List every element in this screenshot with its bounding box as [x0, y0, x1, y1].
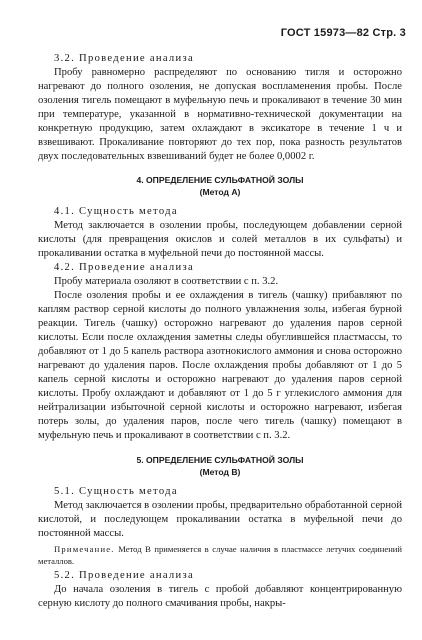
subsection-heading-5-2: 5.2. Проведение анализа	[54, 570, 194, 581]
paragraph-5-1: Метод заключается в озолении пробы, предварительно обработанной серной кислотой, и последующем прокаливании остатка в муфельной печи до постоянной массы.	[38, 500, 402, 539]
paragraph-3-2: Пробу равномерно распределяют по основанию тигля и осторожно нагревают до полного озоления, не допуская воспламенения пробы. После озоления тигель помещают в муфельную печь и прокаливают в течение 30 мин при температуре, указанной в нормативно-технической документации на конкретную продукцию, затем охлаждают в эксикаторе в течение 1 ч и взвешивают. Прокаливание повторяют до тех пор, пока разность результатов двух последовательных взвешиваний будет не более 0,0002 г.	[38, 67, 402, 162]
section-title-4: 4. ОПРЕДЕЛЕНИЕ СУЛЬФАТНОЙ ЗОЛЫ	[136, 175, 304, 185]
document-body	[38, 52, 402, 611]
subsection-heading-4-2: 4.2. Проведение анализа	[54, 262, 194, 273]
note-text: Метод В применяется в случае наличия в пластмассе летучих соединений металлов.	[38, 544, 402, 566]
note	[38, 543, 402, 567]
section-title-5: 5. ОПРЕДЕЛЕНИЕ СУЛЬФАТНОЙ ЗОЛЫ	[136, 455, 304, 465]
note-label: Примечание.	[54, 544, 115, 554]
subsection-heading-5-1: 5.1. Сущность метода	[54, 486, 178, 497]
paragraph-5-2: До начала озоления в тигель с пробой добавляют концентрированную серную кислоту до полного смачивания пробы, накры-	[38, 584, 402, 609]
subsection-heading-4-1: 4.1. Сущность метода	[54, 206, 178, 217]
subsection-heading-3-2: 3.2. Проведение анализа	[54, 53, 194, 64]
gost-number: ГОСТ 15973—82	[280, 27, 370, 39]
paragraph-4-1: Метод заключается в озолении пробы, последующем добавлении серной кислоты (для превращения окислов и солей металлов в их сульфаты) и прокаливании остатка в муфельной печи до постоянной массы.	[38, 220, 402, 259]
page-header	[281, 27, 406, 39]
paragraph-4-2-a: Пробу материала озоляют в соответствии с п. 3.2.	[54, 276, 279, 287]
section-method-4: (Метод А)	[199, 187, 241, 197]
paragraph-4-2-b: После озоления пробы и ее охлаждения в тигель (чашку) прибавляют по каплям раствор серной кислоты до полного увлажнения золы, избегая бурной реакции. Тигель (чашку) осторожно нагревают до удаления паров серной кислоты. Если после охлаждения заметны следы обуглившейся пластмассы, то добавляют от 1 до 5 капель раствора азотнокислого аммония и снова осторожно нагревают до удаления паров. После охлаждения пробы добавляют от 1 до 5 капель серной кислоты и осторожно нагревают до удаления паров серной кислоты. Пробу охлаждают и добавляют от 1 до 5 г углекислого аммония для нейтрализации избыточной серной кислоты и осторожно нагревают, избегая потерь золы, до удаления паров, после чего тигель (чашку) помещают в муфельную печь и прокаливают в соответствии с п. 3.2.	[38, 290, 402, 441]
page-number: Стр. 3	[372, 27, 406, 39]
section-method-5: (Метод В)	[199, 467, 241, 477]
